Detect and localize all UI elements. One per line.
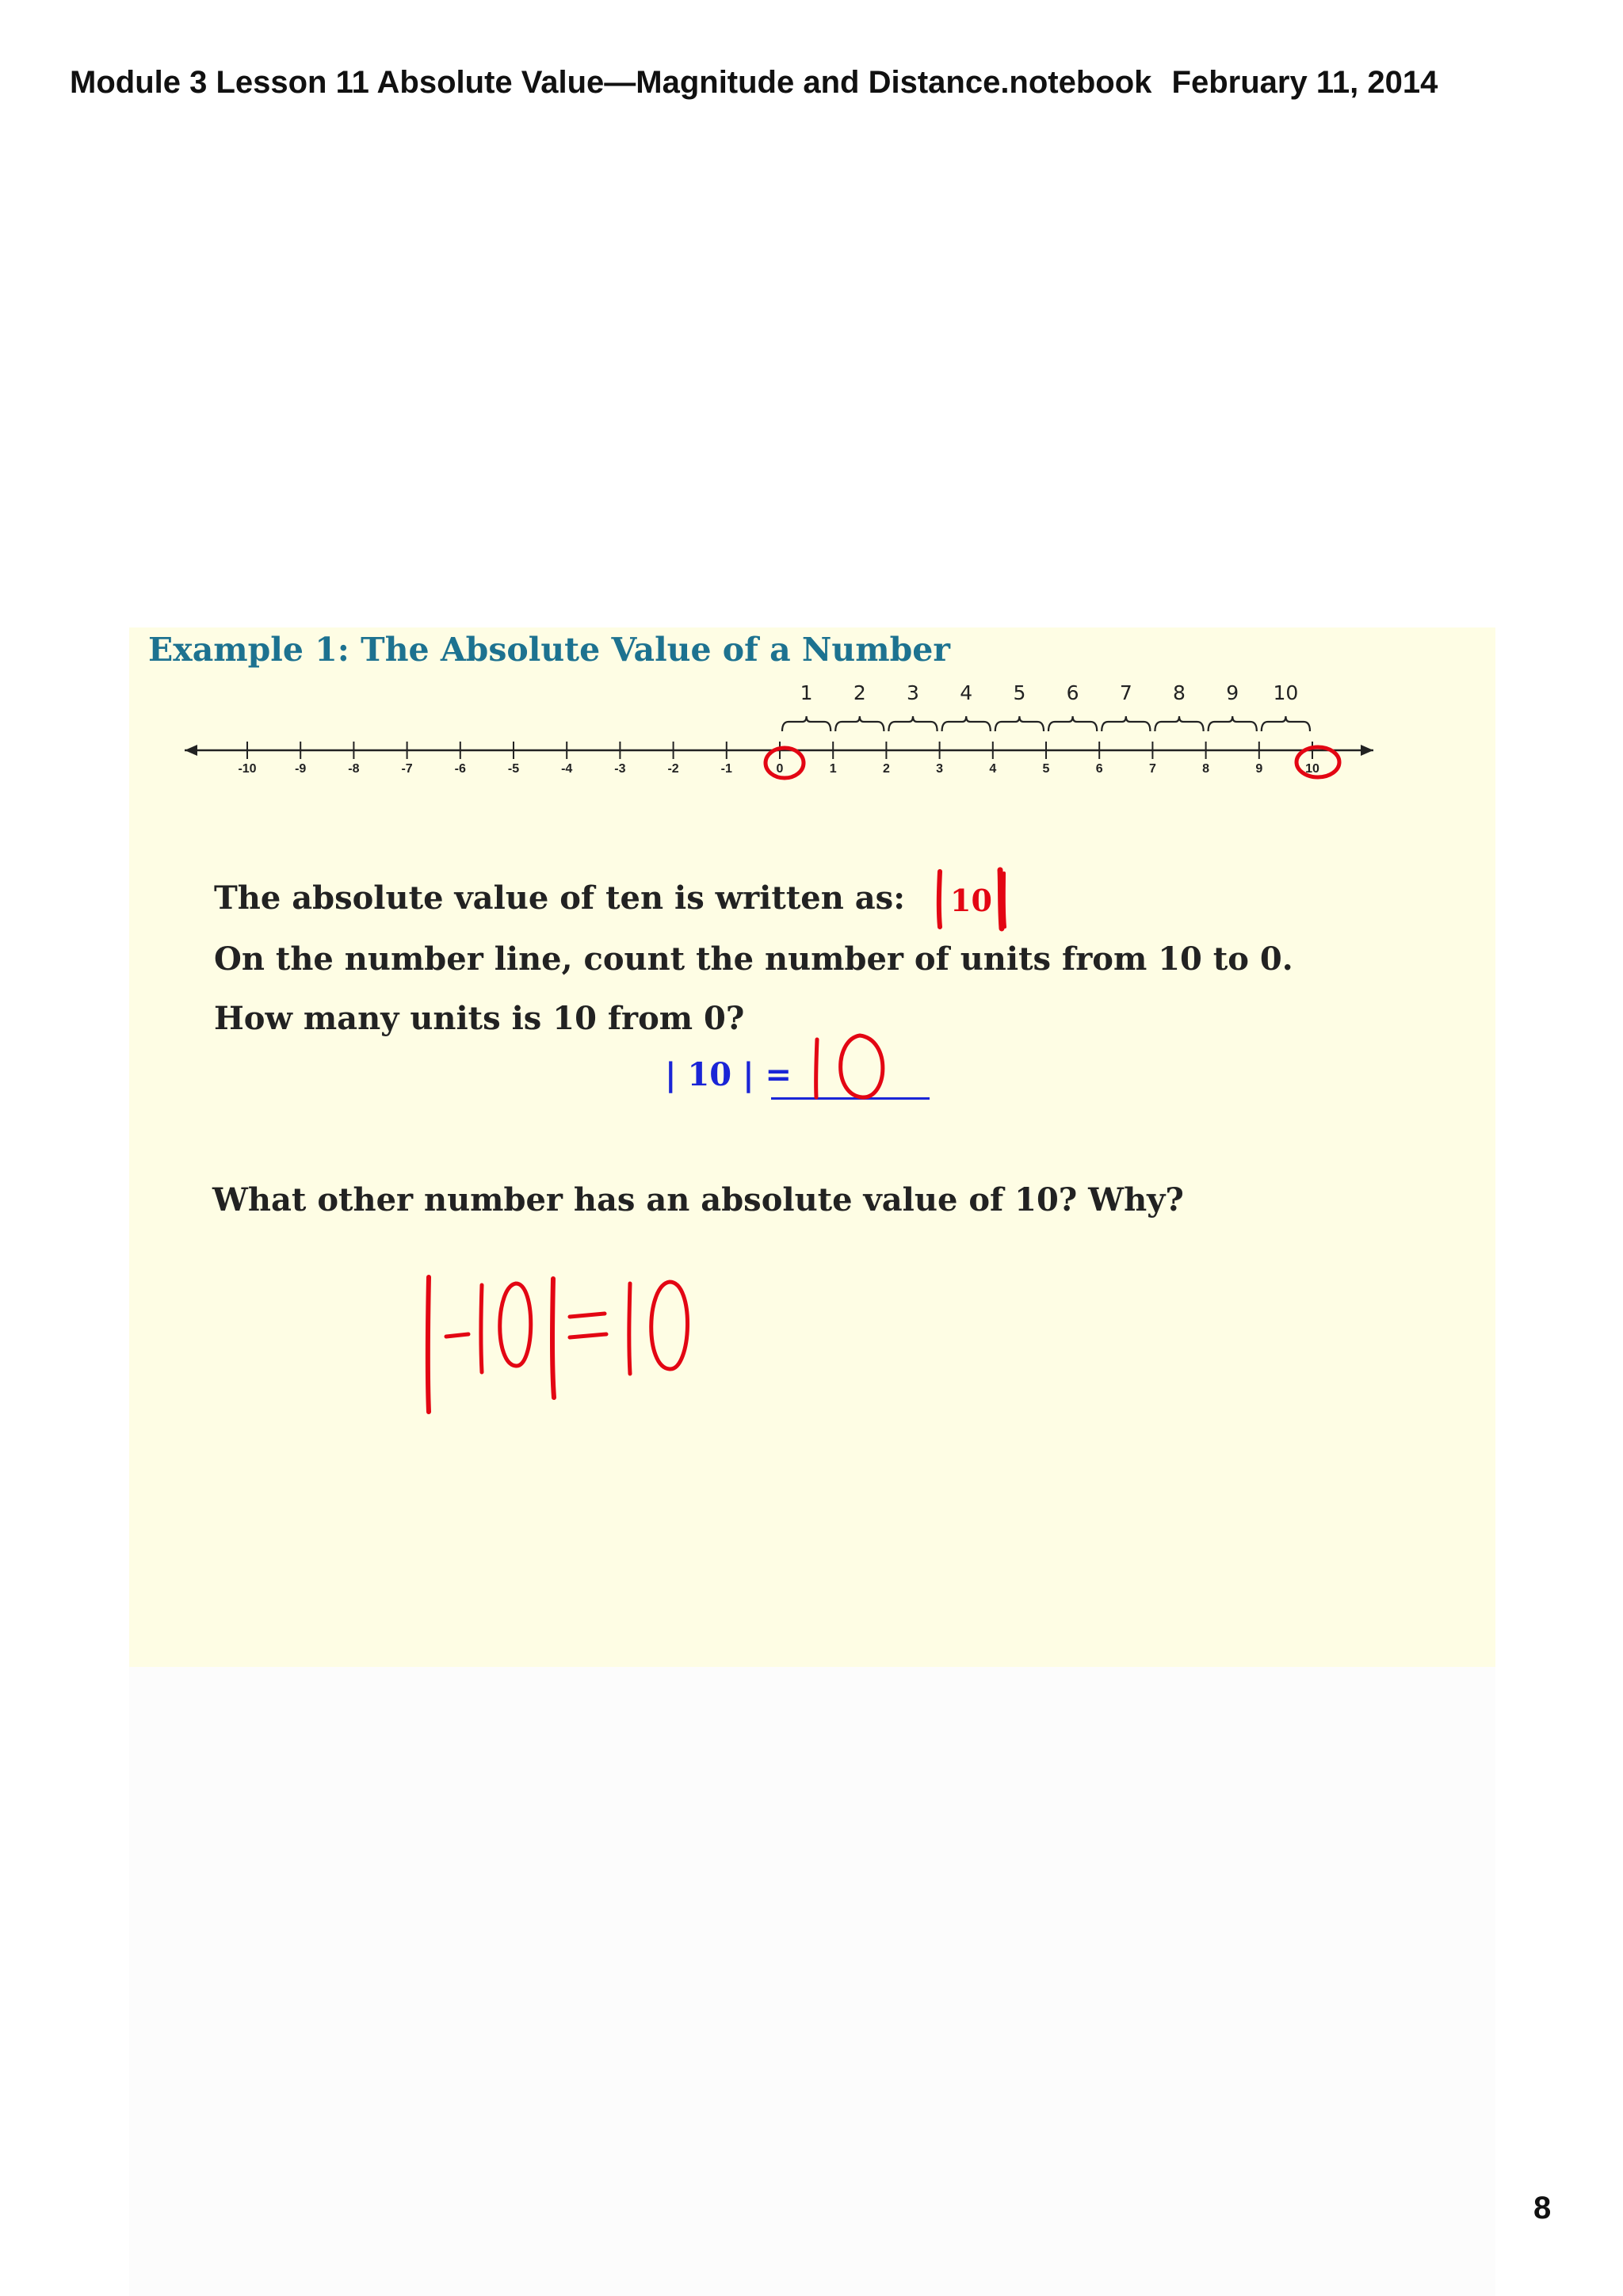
- number-line-tick-label: 3: [936, 762, 944, 776]
- unit-brace-labels: [800, 681, 1299, 704]
- number-line-tick-label: 2: [882, 762, 890, 776]
- unit-brace-label: 1: [800, 681, 813, 704]
- unit-brace: [1209, 716, 1257, 731]
- notebook-slide: [129, 627, 1495, 1667]
- unit-brace-label: 5: [1013, 681, 1026, 704]
- number-line-tick-label: -8: [348, 762, 360, 776]
- statement-text: The absolute value of ten is written as:: [214, 879, 905, 917]
- unit-brace: [1048, 716, 1097, 731]
- number-line-tick-label: -3: [614, 762, 626, 776]
- unit-brace: [1155, 716, 1203, 731]
- handwritten-ten-answer: [803, 1028, 914, 1107]
- unit-brace-label: 8: [1173, 681, 1186, 704]
- number-line-tick-label: -9: [295, 762, 307, 776]
- number-line-tick-label: 0: [776, 762, 784, 776]
- red-ten-text: 10: [949, 883, 992, 918]
- number-line-tick-label: 4: [989, 762, 997, 776]
- number-line-tick-label: -7: [401, 762, 413, 776]
- number-line-tick-label: -6: [454, 762, 466, 776]
- notebook-title: Module 3 Lesson 11 Absolute Value—Magnitude and Distance.notebook: [70, 65, 1152, 100]
- count-units-instruction: On the number line, count the number of units from 10 to 0.: [214, 940, 1293, 978]
- number-line: [129, 675, 1495, 786]
- page-number: 8: [1533, 2191, 1552, 2225]
- absolute-value-statement: [214, 879, 1011, 921]
- unit-brace: [1262, 716, 1310, 731]
- example-title: Example 1: The Absolute Value of a Number: [148, 631, 950, 669]
- number-line-tick-label: -2: [667, 762, 679, 776]
- unit-brace: [942, 716, 991, 731]
- number-line-tick-label: -5: [507, 762, 520, 776]
- header-date: February 11, 2014: [1171, 65, 1438, 100]
- number-line-tick-label: 8: [1202, 762, 1210, 776]
- unit-brace-label: 4: [960, 681, 973, 704]
- absolute-value-ten-notation: [916, 881, 1011, 921]
- number-line-tick-label: -1: [720, 762, 732, 776]
- unit-brace-label: 2: [853, 681, 866, 704]
- unit-brace-label: 9: [1226, 681, 1239, 704]
- unit-brace: [1102, 716, 1150, 731]
- number-line-tick-labels: [238, 762, 1319, 776]
- absolute-value-equation: | 10 | =: [665, 1056, 792, 1093]
- number-line-tick-label: 5: [1042, 762, 1050, 776]
- circle-zero-ink: [766, 748, 804, 778]
- unit-brace-label: 6: [1066, 681, 1079, 704]
- number-line-tick-label: -4: [561, 762, 573, 776]
- unit-braces: [782, 716, 1310, 731]
- number-line-tick-label: 7: [1148, 762, 1156, 776]
- number-line-tick-label: -10: [238, 762, 257, 776]
- unit-brace-label: 3: [907, 681, 919, 704]
- unit-brace: [995, 716, 1044, 731]
- number-line-tick-label: 9: [1255, 762, 1263, 776]
- number-line-tick-label: 6: [1095, 762, 1103, 776]
- handwritten-negative-ten-answer: [422, 1269, 708, 1428]
- absolute-bars-ink: [930, 865, 1025, 936]
- unit-brace: [835, 716, 884, 731]
- unit-brace: [782, 716, 831, 731]
- unit-brace-label: 7: [1119, 681, 1132, 704]
- page-header: [70, 65, 1449, 101]
- number-line-tick-label: 1: [829, 762, 837, 776]
- number-line-tick-label: 10: [1305, 762, 1319, 776]
- other-number-question: What other number has an absolute value of 10? Why?: [212, 1181, 1184, 1219]
- unit-brace-label: 10: [1273, 681, 1299, 704]
- units-question: How many units is 10 from 0?: [214, 1000, 745, 1037]
- unit-brace: [888, 716, 937, 731]
